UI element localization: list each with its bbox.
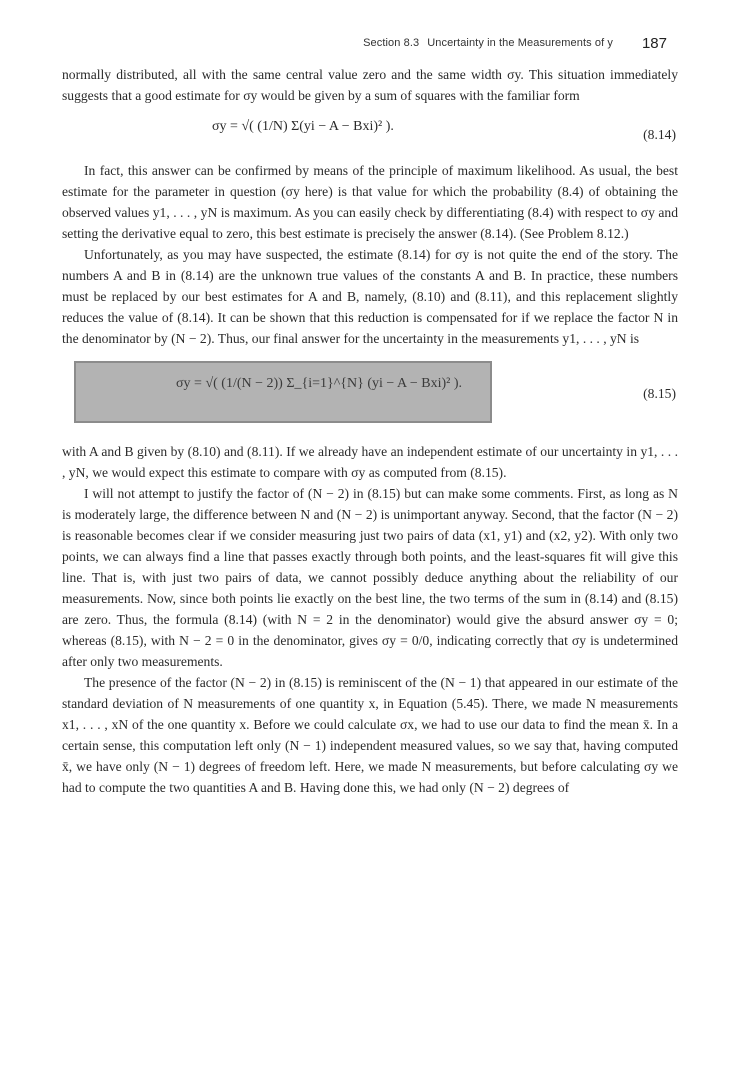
equation-8-15	[62, 355, 678, 433]
paragraph-6: The presence of the factor (N − 2) in (8.15) is reminiscent of the (N − 1) that appeared in our estimate of the standard deviation of N measurements of one quantity x, in Equation (5.45). There, we made N measurements x1, . . . , xN of the one quantity x. Before we could calculate σx, we had to use our data to find the mean x̄. In a certain sense, this computation left only (N − 1) independent measured values, so we say that, having computed x̄, we have only (N − 1) degrees of freedom left. Here, we made N measurements, but before calculating σy we had to compute the two quantities A and B. Having done this, we had only (N − 2) degrees of	[62, 675, 678, 795]
paragraph-2: In fact, this answer can be confirmed by means of the principle of maximum likelihood. As usual, the best estimate for the parameter in question (σy here) is that value for which the probability (8.4) of obtaining the observed values y1, . . . , yN is maximum. As you can easily check by differentiating (8.4) with respect to σy and setting the derivative equal to zero, this best estimate is precisely the answer (8.14). (See Problem 8.12.)	[62, 163, 678, 241]
section-header	[363, 37, 613, 49]
paragraph-3: Unfortunately, as you may have suspected, the estimate (8.14) for σy is not quite the end of the story. The numbers A and B in (8.14) are the unknown true values of the constants A and B. In practice, these numbers must be replaced by our best estimates for A and B, namely, (8.10) and (8.11), and this replacement slightly reduces the value of (8.14). It can be shown that this reduction is compensated for if we replace the factor N in the denominator by (N − 2). Thus, our final answer for the uncertainty in the measurements y1, . . . , yN is	[62, 247, 678, 346]
highlight-box	[74, 361, 492, 423]
equation-8-15-label: (8.15)	[643, 386, 676, 401]
paragraph-1: normally distributed, all with the same central value zero and the same width σy. This situation immediately suggests that a good estimate for σy would be given by a sum of squares with the familiar form	[62, 67, 678, 103]
equation-8-14-label: (8.14)	[643, 127, 676, 142]
paragraph-4: with A and B given by (8.10) and (8.11). If we already have an independent estimate of our uncertainty in y1, . . . , yN, we would expect this estimate to compare with σy as computed from (8.15).	[62, 444, 678, 480]
paragraph-5: I will not attempt to justify the factor of (N − 2) in (8.15) but can make some comments. First, as long as N is moderately large, the difference between N and (N − 2) is unimportant anyway. Second, that the factor (N − 2) is reasonable becomes clear if we consider measuring just two pairs of data (x1, y1) and (x2, y2). With only two points, we can always find a line that passes exactly through both points, and the least-squares fit will give this line. That is, with just two pairs of data, we cannot possibly deduce anything about the reliability of our measurements. Now, since both points lie exactly on the best line, the two terms of the sum in (8.14) and (8.15) are zero. Thus, the formula (8.14) (with N = 2 in the denominator) would give the absurd answer σy = 0; whereas (8.15), with N − 2 = 0 in the denominator, gives σy = 0/0, indicating correctly that σy is undetermined after only two measurements.	[62, 486, 678, 669]
section-title: Uncertainty in the Measurements of y	[427, 37, 613, 49]
page-number: 187	[641, 35, 667, 52]
equation-8-15-formula: σy = √( (1/(N − 2)) Σ_{i=1}^{N} (yi − A − Bxi)² ).	[176, 376, 462, 391]
section-label: Section 8.3	[363, 37, 420, 49]
running-header	[0, 36, 729, 56]
page-body	[62, 64, 678, 798]
equation-8-14-formula: σy = √( (1/N) Σ(yi − A − Bxi)² ).	[212, 119, 394, 134]
equation-8-14	[62, 106, 678, 160]
